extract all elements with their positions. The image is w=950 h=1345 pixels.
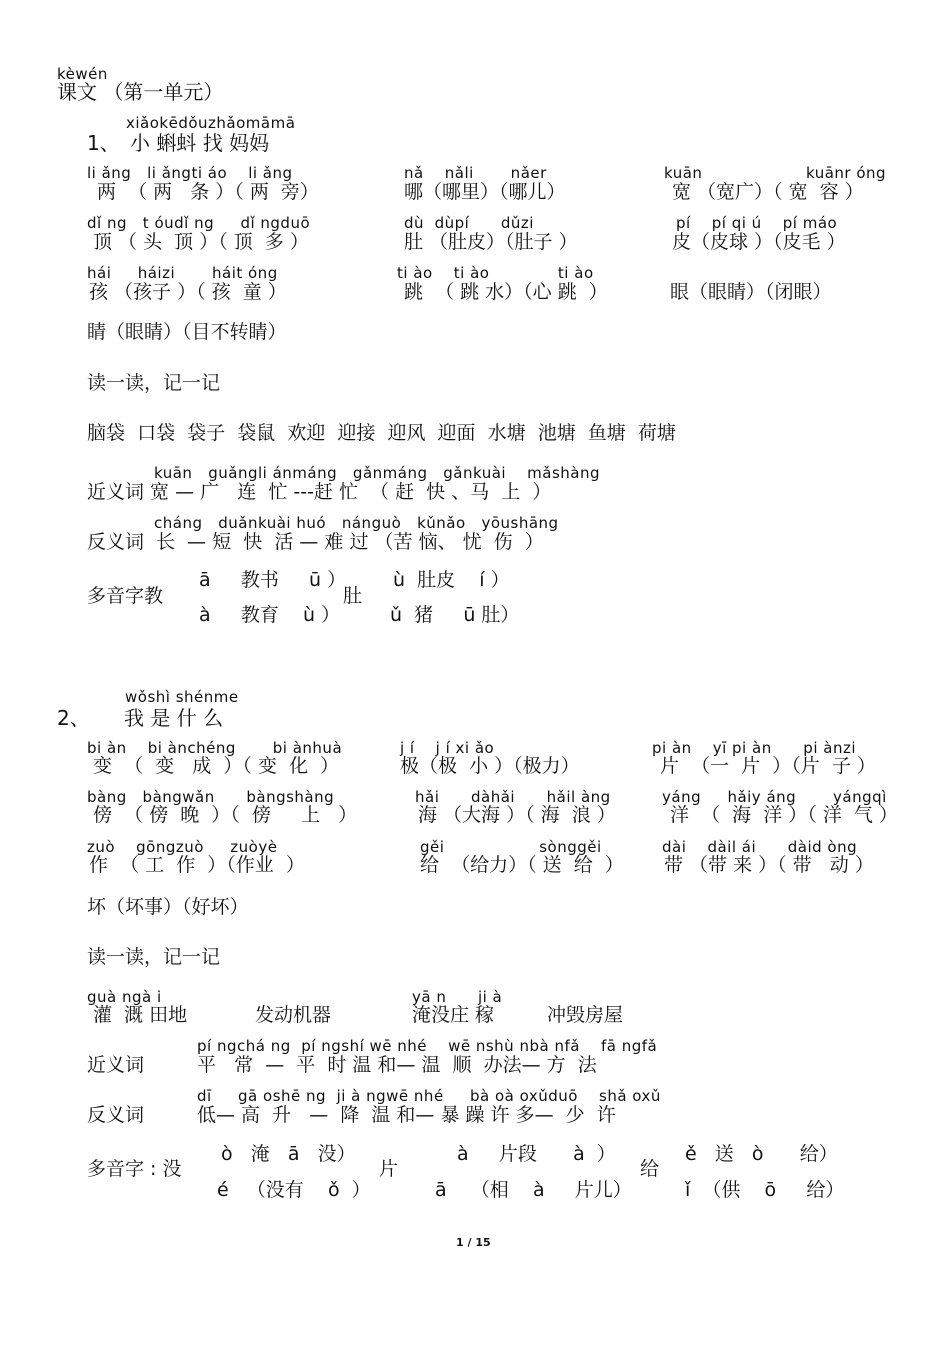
lesson1-polyphone-b2: ǔ 猪 ū 肚） [390,604,520,626]
lesson2-row2-chars-b: 海 （大海 ）（ 海 浪 ） [418,804,616,826]
lesson1-polyphone-a2: à 教育 ù ） [199,604,341,626]
lesson1-row1-chars-a: 两 （ 两 条 ）（ 两 旁） [97,181,319,203]
lesson1-synonym-pinyin: kuān guǎngli ánmáng gǎnmáng gǎnkuài mǎshàng [154,464,601,482]
lesson1-extra-word: 睛（眼睛）（目不转睛） [87,321,287,343]
lesson1-row1-pinyin-c: kuān [664,164,703,182]
lesson1-polyphone-a1: ā 教书 ū ） [199,569,347,591]
lesson2-synonym: 平 常 — 平 时 温 和— 温 顺 办法— 方 法 [197,1054,597,1076]
lesson2-polyphone-label: 多音字 : 没 [87,1158,182,1180]
lesson1-polyphone-b1: ù 肚皮 í ） [393,569,510,591]
lesson2-polyphone-c2: ǐ （供 ō 给） [685,1179,845,1201]
lesson2-row3-pinyin-c: dài dàil ái dàid òng [662,838,858,856]
lesson1-row2-pinyin-a: dǐ ng t óudǐ ng dǐ ngduō [87,214,311,232]
lesson1-polyphone-b-char: 肚 [343,585,363,607]
lesson2-row2-pinyin-c: yáng hǎiy áng yángqì [662,788,887,806]
lesson1-row2-chars-a: 顶 （ 头 顶 ）（ 顶 多 ） [93,231,309,253]
lesson2-title-pinyin: wǒshì shénme [125,688,239,706]
lesson2-polyphone-a1: ò 淹 ā 没） [221,1143,356,1165]
lesson1-title: 小 蝌蚪 找 妈妈 [130,131,270,155]
lesson2-row3-chars-b: 给 （给力）（ 送 给 ） [420,854,624,876]
lesson2-polyphone-b-char: 片 [379,1158,399,1180]
lesson2-row1-chars-c: 片 （一 片 ）（片 子 ） [660,755,876,777]
lesson2-polyphone-b2: ā （相 à 片儿） [435,1179,632,1201]
lesson2-antonym: 低— 高 升 — 降 温 和— 暴 躁 许 多— 少 许 [197,1104,616,1126]
lesson2-row2-pinyin-a: bàng bàngwǎn bàngshàng [87,788,335,806]
page-number: 1 / 15 [456,1236,491,1249]
lesson2-word-pinyin-b: yā n ji à [412,988,503,1006]
lesson1-row3-chars-a: 孩 （孩子 ）（ 孩 童 ） [89,281,287,303]
lesson1-row2-pinyin-c: pí pí qi ú pí máo [676,214,838,232]
lesson2-row3-pinyin-b: gěi sònggěi [420,838,602,856]
lesson2-number: 2、 [57,706,90,730]
lesson1-number: 1、 [87,131,120,155]
lesson2-word-pinyin-a: guà ngà i [87,988,162,1006]
lesson2-word-1: 灌 溉 田地 [93,1004,188,1026]
lesson2-row2-chars-a: 傍 （ 傍 晚 ）（ 傍 上 ） [93,804,358,826]
lesson2-row1-chars-b: 极（极 小 ）（极力） [400,755,580,777]
lesson1-antonym: 反义词 长 — 短 快 活 — 难 过 （苦 恼、 忧 伤 ） [87,531,544,553]
lesson1-read-heading: 读一读，记一记 [87,372,221,394]
lesson1-row2-chars-c: 皮（皮球 ）（皮毛 ） [672,231,846,253]
page-title: 课文 （第一单元） [57,80,224,104]
lesson2-word-4: 冲毁房屋 [547,1004,624,1026]
lesson2-row1-chars-a: 变 （ 变 成 ）（ 变 化 ） [93,755,340,777]
lesson2-read-heading: 读一读，记一记 [87,946,221,968]
header-pinyin: kèwén [57,65,108,83]
lesson2-row2-chars-c: 洋 （ 海 洋 ）（ 洋 气 ） [670,804,898,826]
lesson2-polyphone-c-char: 给 [640,1158,660,1180]
lesson2-word-2: 发动机器 [255,1004,332,1026]
lesson1-synonym: 近义词 宽 — 广 连 忙 ---赶 忙 （ 赶 快 、马 上 ） [87,481,552,503]
lesson2-row3-chars-a: 作 （ 工 作 ）（作业 ） [89,854,305,876]
lesson1-row1-pinyin-b: nǎ nǎli nǎer [404,164,547,182]
lesson2-row1-pinyin-b: j í j í xi ǎo [400,739,495,757]
lesson1-row1-chars-c: 宽 （宽广）（ 宽 容 ） [672,181,864,203]
lesson1-word-list: 脑袋 口袋 袋子 袋鼠 欢迎 迎接 迎风 迎面 水塘 池塘 鱼塘 荷塘 [87,422,676,444]
lesson2-row3-pinyin-a: zuò gōngzuò zuòyè [87,838,278,856]
lesson1-row3-chars-c: 眼（眼睛）（闭眼） [670,281,832,303]
lesson2-synonym-label: 近义词 [87,1054,145,1076]
lesson1-row1-chars-b: 哪（哪里）（哪儿） [404,181,566,203]
lesson1-row2-pinyin-b: dù dùpí dǔzi [404,214,534,232]
lesson1-polyphone-label: 多音字教 [87,585,164,607]
lesson2-polyphone-b1: à 片段 à ） [457,1143,616,1165]
lesson1-row1-pinyin-a: li ǎng li ǎngti áo li ǎng [87,164,293,182]
lesson2-word-3: 淹没庄 稼 [412,1004,495,1026]
lesson2-row1-pinyin-c: pi àn yī pi àn pi ànzi [652,739,857,757]
lesson2-synonym-pinyin: pí ngchá ng pí ngshí wē nhé wē nshù nbà nfǎ fā ngfǎ [197,1037,658,1055]
lesson1-row3-pinyin-b: ti ào ti ào ti ào [397,264,594,282]
lesson2-antonym-pinyin: dī gā oshē ng ji à ngwē nhé bà oà oxǔduō shǎ oxǔ [197,1087,661,1105]
lesson2-polyphone-a2: é （没有 ǒ ） [217,1179,371,1201]
lesson2-polyphone-c1: ě 送 ò 给） [685,1143,838,1165]
lesson1-row3-chars-b: 跳 （ 跳 水）（心 跳 ） [404,281,608,303]
lesson2-row3-chars-c: 带 （带 来 ）（ 带 动 ） [664,854,874,876]
lesson1-row2-chars-b: 肚 （肚皮）（肚子 ） [404,231,578,253]
lesson1-row3-pinyin-a: hái háizi háit óng [87,264,278,282]
lesson1-row1-pinyin-d: kuānr óng [806,164,887,182]
lesson2-row1-pinyin-a: bi àn bi ànchéng bi ànhuà [87,739,343,757]
lesson2-title: 我 是 什 么 [124,706,224,730]
lesson1-antonym-pinyin: cháng duǎnkuài huó nánguò kǔnǎo yōushāng [154,514,559,532]
lesson2-extra-word: 坏（坏事）（好坏） [87,896,249,918]
lesson2-antonym-label: 反义词 [87,1104,145,1126]
lesson2-row2-pinyin-b: hǎi dàhǎi hǎil àng [415,788,611,806]
lesson1-title-pinyin: xiǎokēdǒuzhǎomāmā [126,114,296,132]
